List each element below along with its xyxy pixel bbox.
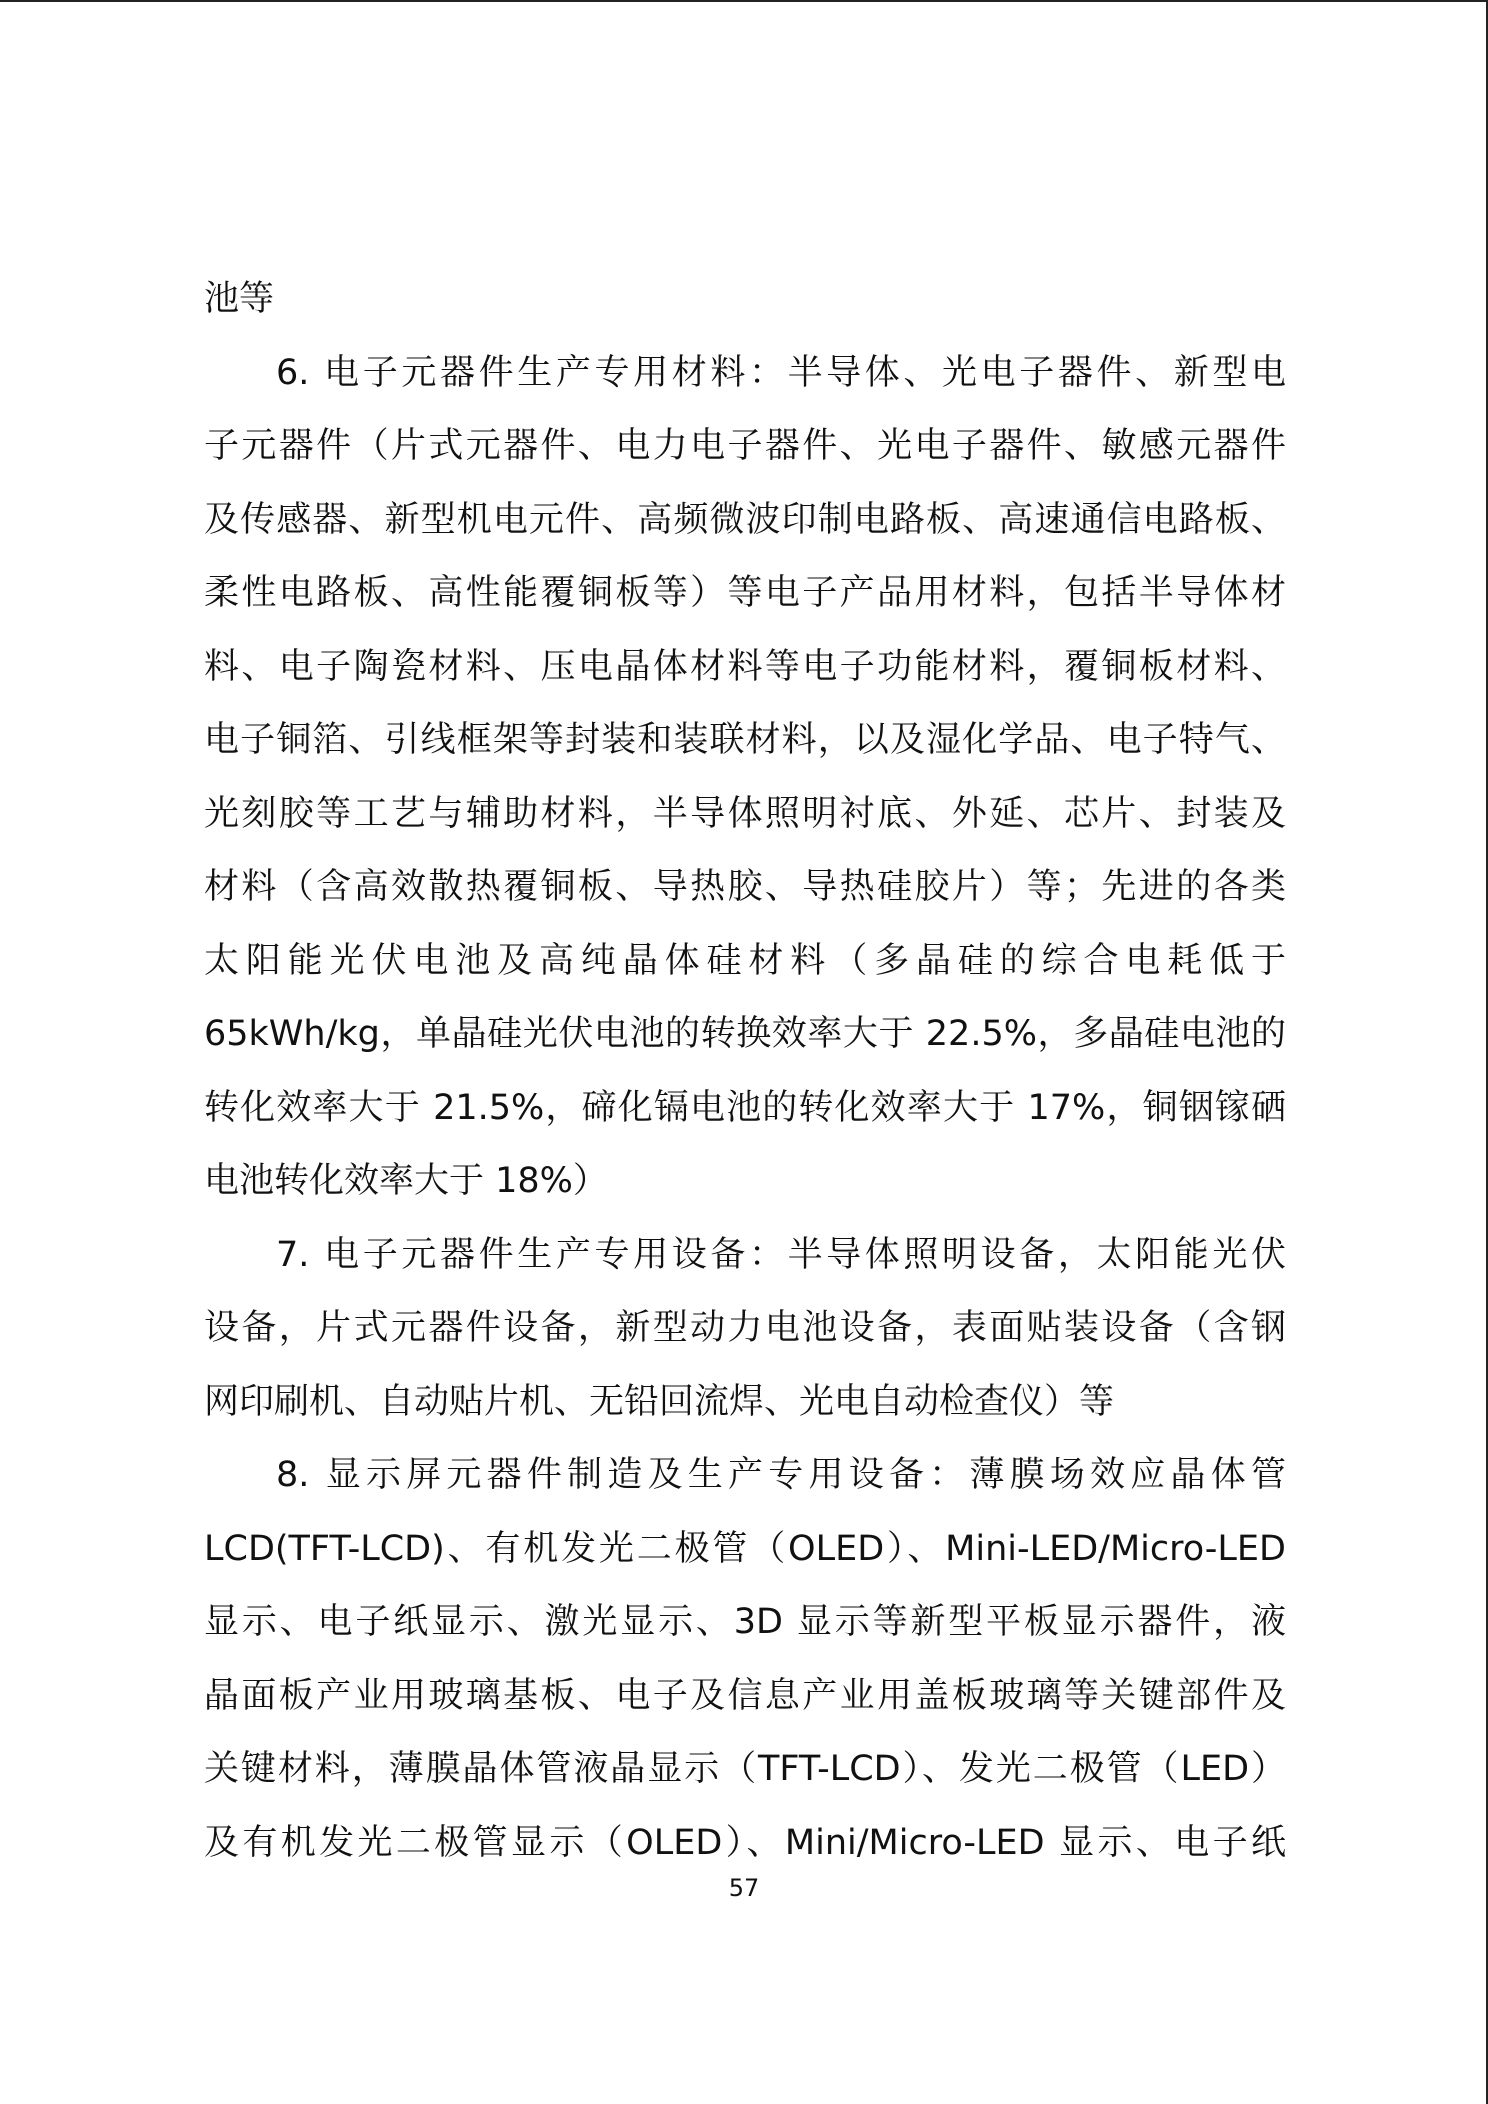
text-line: 柔性电路板、高性能覆铜板等）等电子产品用材料，包括半导体材 <box>204 573 1286 613</box>
document-body <box>204 263 1286 1880</box>
text-line: 晶面板产业用玻璃基板、电子及信息产业用盖板玻璃等关键部件及 <box>204 1675 1286 1716</box>
text-line: 网印刷机、自动贴片机、无铅回流焊、光电自动检查仪）等 <box>204 1381 1115 1422</box>
text-line: 显示、电子纸显示、激光显示、3D 显示等新型平板显示器件，液 <box>204 1602 1286 1642</box>
text-line: 电子铜箔、引线框架等封装和装联材料，以及湿化学品、电子特气、 <box>204 720 1286 760</box>
text-line: 关键材料，薄膜晶体管液晶显示（TFT-LCD）、发光二极管（LED） <box>204 1749 1286 1789</box>
text-line: 电池转化效率大于 18%） <box>204 1161 608 1201</box>
text-line: 6. 电子元器件生产专用材料：半导体、光电子器件、新型电 <box>276 352 1286 393</box>
text-line: 设备，片式元器件设备，新型动力电池设备，表面贴装设备（含钢 <box>204 1308 1286 1348</box>
page-number: 57 <box>728 1874 760 1902</box>
text-line: 65kWh/kg，单晶硅光伏电池的转换效率大于 22.5%，多晶硅电池的 <box>204 1014 1286 1054</box>
text-line: 及有机发光二极管显示（OLED）、Mini/Micro-LED 显示、电子纸 <box>204 1822 1286 1863</box>
text-line: 材料（含高效散热覆铜板、导热胶、导热硅胶片）等；先进的各类 <box>204 867 1286 907</box>
text-line: 料、电子陶瓷材料、压电晶体材料等电子功能材料，覆铜板材料、 <box>204 646 1286 687</box>
text-line: 7. 电子元器件生产专用设备：半导体照明设备，太阳能光伏 <box>276 1234 1286 1275</box>
text-line: 及传感器、新型机电元件、高频微波印制电路板、高速通信电路板、 <box>204 499 1286 540</box>
text-line: 转化效率大于 21.5%，碲化镉电池的转化效率大于 17%，铜铟镓硒 <box>204 1087 1286 1128</box>
text-line: 光刻胶等工艺与辅助材料，半导体照明衬底、外延、芯片、封装及 <box>204 793 1286 834</box>
text-line: 池等 <box>204 279 275 319</box>
page-top-border <box>0 0 1488 2</box>
text-line: LCD(TFT-LCD)、有机发光二极管（OLED）、Mini-LED/Micro-LED <box>204 1528 1286 1569</box>
text-line: 8. 显示屏元器件制造及生产专用设备：薄膜场效应晶体管 <box>276 1455 1286 1495</box>
text-line: 子元器件（片式元器件、电力电子器件、光电子器件、敏感元器件 <box>204 426 1286 466</box>
text-line: 太阳能光伏电池及高纯晶体硅材料（多晶硅的综合电耗低于 <box>204 940 1286 981</box>
